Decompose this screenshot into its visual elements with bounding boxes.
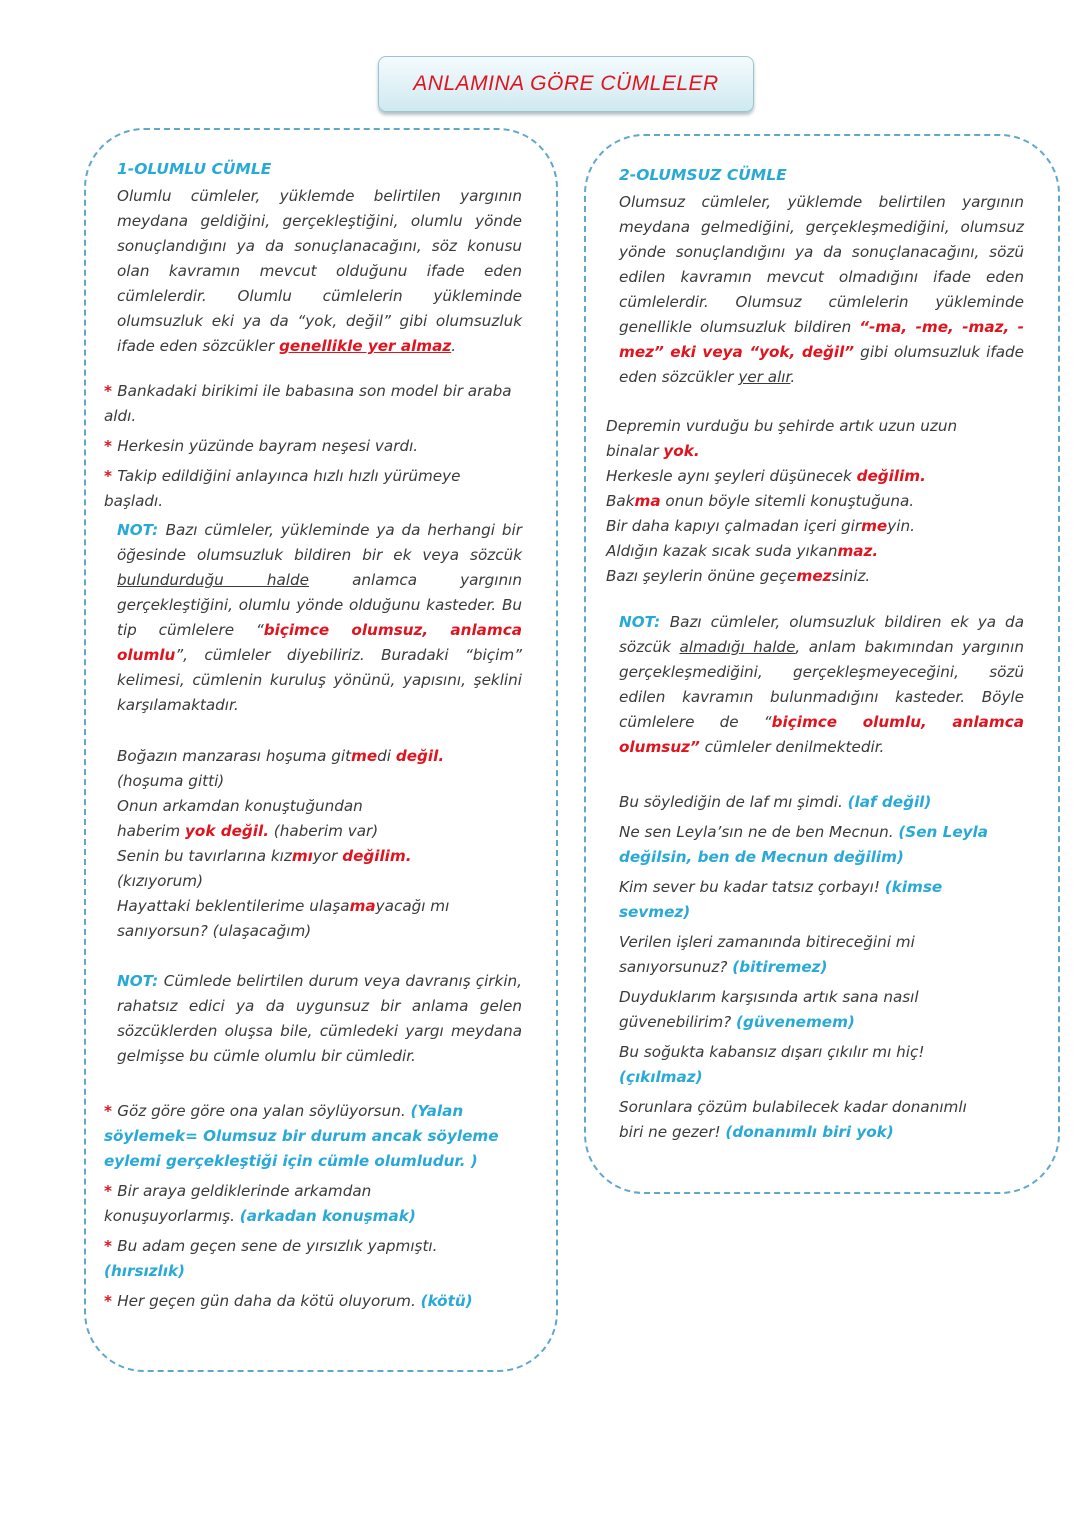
answer-text: (kötü) [420, 1292, 473, 1310]
section-heading [619, 163, 1024, 188]
emphasis-text: yok. [663, 442, 700, 460]
example-item [619, 790, 1024, 815]
section-heading [117, 157, 522, 182]
text-run: di [377, 747, 396, 765]
text-run: (kızıyorum) Hayattaki beklentilerime ulaşa [117, 872, 350, 915]
example-item [104, 1179, 522, 1229]
example-item [619, 875, 1024, 925]
text-run: Bazı cümleler, olumsuzluk bildiren ek ya da sözcük [619, 613, 1024, 656]
example-item [619, 1095, 1024, 1145]
example-item [619, 930, 1024, 980]
text-run: . [451, 337, 457, 355]
text-run: Olumsuz cümleler, yüklemde belirtilen yargının meydana gelmediğini, gerçekleşmediğini, olumsuz yönde sonuçlandığını ya da sonuçlanacağını, sözü edilen kavramın mevcut olmadığını ifade eden cümlelerdir. Olumsuz cümlelerin yükleminde genellikle olumsuzluk bildiren [619, 193, 1024, 336]
negative-sentence-content [606, 163, 1024, 1145]
text-run: gibi olumsuzluk ifade eden sözcükler [619, 343, 1024, 386]
text-run: Kim sever bu kadar tatsız çorbayı! [619, 878, 885, 896]
text-run: Bir araya geldiklerinde arkamdan konuşuyorlarmış. [104, 1182, 372, 1225]
answer-text: (donanımlı biri yok) [725, 1123, 894, 1141]
text-run: 1-OLUMLU CÜMLE [117, 160, 272, 178]
emphasis-text: ma [349, 897, 376, 915]
underlined-text: yer alır [738, 368, 791, 386]
emphasis-underlined-text: genellikle yer almaz [279, 337, 452, 355]
example-item [104, 464, 522, 514]
text-run: Olumlu cümleler, yüklemde belirtilen yargının meydana geldiğini, gerçekleştiğini, olumlu yönde sonuçlandığını ya da sonuçlanacağını, söz konusu olan kavramın mevcut olduğunu ifade eden cümlelerdir. Olumlu cümlelerin yükleminde olumsuzluk eki ya da “yok, değil” gibi olumsuzluk ifade eden sözcükler [117, 187, 522, 355]
text-run: yin. Aldığın kazak sıcak suda yıkan [606, 517, 915, 560]
answer-text: (Sen Leyla değilsin, ben de Mecnun değilim) [619, 823, 988, 866]
example-item [619, 985, 1024, 1035]
text-run: anlamca yargının gerçekleştiğini, olumlu yönde olduğunu kasteder. Bu tip cümlelere “ [117, 571, 522, 639]
positive-sentence-content [104, 157, 522, 1314]
example-item [104, 379, 522, 429]
bullet-star-icon: * [104, 1102, 118, 1120]
text-run: Göz göre göre ona yalan söylüyorsun. [117, 1102, 411, 1120]
answer-text: (güvenemem) [736, 1013, 855, 1031]
emphasis-text: değilim. [856, 467, 926, 485]
example-item [619, 1040, 1024, 1090]
note-label: NOT: [619, 613, 670, 631]
bullet-star-icon: * [104, 1237, 118, 1255]
emphasis-text: biçimce olumsuz, anlamca olumlu [117, 621, 522, 664]
text-run: Boğazın manzarası hoşuma git [117, 747, 352, 765]
text-run: Bazı şeylerin önüne geçe [606, 567, 797, 585]
note-label: NOT: [117, 972, 164, 990]
text-run: Her geçen gün daha da kötü oluyorum. [117, 1292, 421, 1310]
example-sentences [117, 744, 522, 944]
emphasis-text: ma [634, 492, 661, 510]
text-run: (haberim var) Senin bu tavırlarına kız [117, 822, 379, 865]
text-run: Duyduklarım karşısında artık sana nasıl güvenebilirim? [619, 988, 919, 1031]
example-item [619, 820, 1024, 870]
emphasis-text: biçimce olumlu, anlamca olumsuz” [619, 713, 1024, 756]
bullet-star-icon: * [104, 467, 118, 485]
answer-text: (bitiremez) [732, 958, 828, 976]
answer-text: (çıkılmaz) [619, 1068, 703, 1086]
text-run: siniz. [831, 567, 871, 585]
emphasis-text: me [351, 747, 378, 765]
text-run: ”, cümleler diyebiliriz. Buradaki “biçim” kelimesi, cümlenin kuruluş yönünü, yapısını, şeklini karşılamaktadır. [117, 646, 522, 714]
text-run: Depremin vurduğu bu şehirde artık uzun uzun binalar [606, 417, 958, 460]
text-run: yacağı mı sanıyorsun? (ulaşacağım) [117, 897, 450, 940]
text-run: (hoşuma gitti) Onun arkamdan konuştuğundan haberim [117, 772, 363, 840]
example-item [104, 1234, 522, 1284]
emphasis-text: me [861, 517, 888, 535]
text-run: Bazı cümleler, yükleminde ya da herhangi bir öğesinde olumsuzluk bildiren bir ek veya sözcük [117, 521, 522, 564]
answer-text: (hırsızlık) [104, 1262, 185, 1280]
note-label: NOT: [117, 521, 166, 539]
emphasis-text: değilim. [342, 847, 412, 865]
text-run: Bak [606, 492, 635, 510]
text-run: cümleler denilmektedir. [699, 738, 885, 756]
text-run: yor [312, 847, 343, 865]
text-run: Bu adam geçen sene de yırsızlık yapmıştı. [117, 1237, 438, 1255]
example-sentences [606, 414, 1024, 589]
emphasis-text: “-ma, -me, -maz, -mez” eki veya “yok, değil” [619, 318, 1024, 361]
title-banner [378, 56, 754, 112]
bullet-star-icon: * [104, 1182, 118, 1200]
text-run: 2-OLUMSUZ CÜMLE [619, 166, 787, 184]
explanation-paragraph [117, 184, 522, 359]
explanation-paragraph [619, 610, 1024, 760]
answer-text: (arkadan konuşmak) [239, 1207, 416, 1225]
text-run: , anlam bakımından yargının gerçekleşmediğini, gerçekleşmeyeceğini, sözü edilen kavramın bulunmadığını kasteder. Böyle cümlelere de “ [619, 638, 1025, 731]
example-item [104, 1289, 522, 1314]
answer-text: (kimse sevmez) [619, 878, 943, 921]
text-run: Takip edildiğini anlayınca hızlı hızlı yürümeye başladı. [104, 467, 461, 510]
emphasis-text: maz. [837, 542, 879, 560]
emphasis-text: mı [291, 847, 313, 865]
bullet-star-icon: * [104, 437, 118, 455]
page-title: ANLAMINA GÖRE CÜMLELER [413, 72, 719, 95]
bullet-star-icon: * [104, 1292, 118, 1310]
text-run: Bu soğukta kabansız dışarı çıkılır mı hiç! [619, 1043, 925, 1061]
example-item [104, 1099, 522, 1174]
explanation-paragraph [117, 518, 522, 718]
text-run: Sorunlara çözüm bulabilecek kadar donanımlı biri ne gezer! [619, 1098, 967, 1141]
text-run: Ne sen Leyla’sın ne de ben Mecnun. [619, 823, 899, 841]
underlined-text: bulundurduğu halde [117, 571, 310, 589]
text-run: Bu söylediğin de laf mı şimdi. [619, 793, 848, 811]
text-run: Herkesle aynı şeyleri düşünecek [606, 467, 852, 485]
text-run: Cümlede belirtilen durum veya davranış çirkin, rahatsız edici ya da uygunsuz bir anlama gelen sözcüklerden oluşsa bile, cümledeki yargı meydana gelmişse bu cümle olumlu bir cümledir. [117, 972, 523, 1065]
emphasis-text: mez [796, 567, 832, 585]
emphasis-text: değil. [395, 747, 445, 765]
text-run: onun böyle sitemli konuştuğuna. Bir daha kapıyı çalmadan içeri gir [606, 492, 915, 535]
emphasis-text: yok değil. [185, 822, 269, 840]
text-run: Bankadaki birikimi ile babasına son model bir araba aldı. [104, 382, 512, 425]
text-run: Herkesin yüzünde bayram neşesi vardı. [117, 437, 419, 455]
answer-text: (Yalan söylemek= Olumsuz bir durum ancak söyleme eylemi gerçekleştiği için cümle olumludur. ) [104, 1102, 499, 1170]
text-run: . [790, 368, 796, 386]
explanation-paragraph [117, 969, 522, 1069]
underlined-text: almadığı halde [679, 638, 796, 656]
example-item [104, 434, 522, 459]
answer-text: (laf değil) [847, 793, 932, 811]
explanation-paragraph [619, 190, 1024, 390]
bullet-star-icon: * [104, 382, 118, 400]
text-run: Verilen işleri zamanında bitireceğini mi sanıyorsunuz? [619, 933, 915, 976]
